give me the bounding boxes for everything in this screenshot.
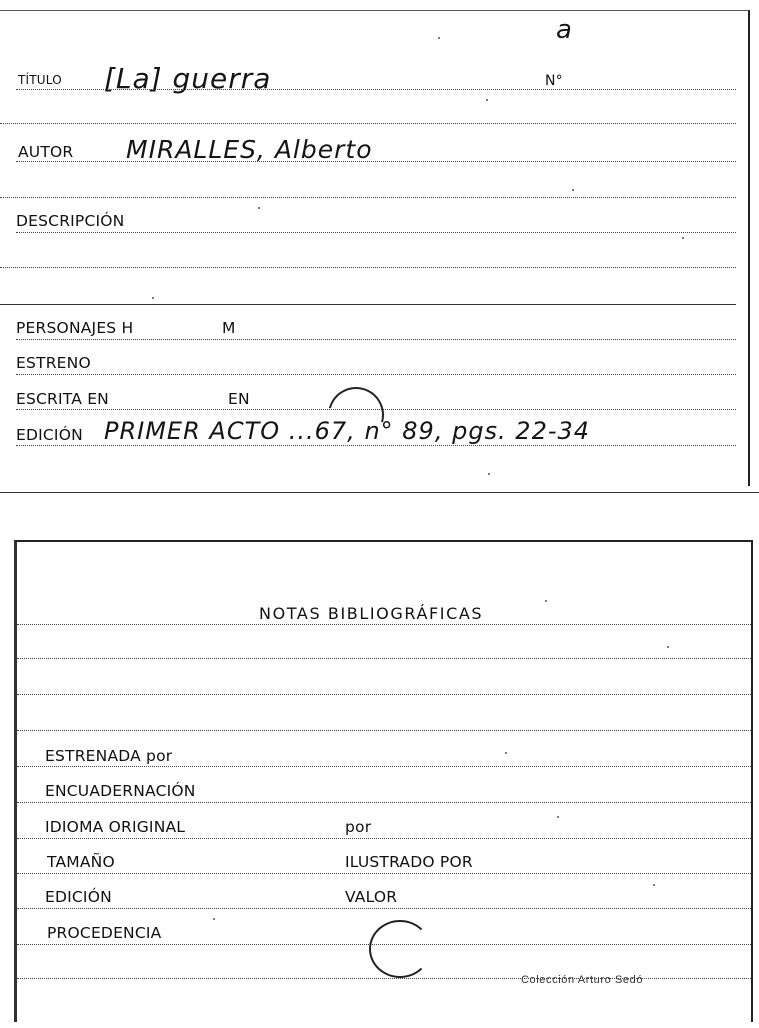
collection-credit: Colección Arturo Sedó: [521, 974, 644, 986]
back-catalog-card: [14, 540, 753, 1022]
estrenada-label: ESTRENADA por: [45, 747, 173, 765]
tamano-rule: [17, 873, 751, 874]
notas-rule: [17, 624, 751, 625]
blank-rule-4: [0, 304, 736, 305]
corner-mark: a: [556, 15, 573, 45]
notas-title: NOTAS BIBLIOGRÁFICAS: [259, 604, 484, 623]
escrita-en-label: EN: [228, 390, 250, 408]
blank-rule-7: [17, 730, 751, 731]
autor-label: AUTOR: [18, 143, 74, 161]
mujeres-label: M: [222, 319, 236, 337]
numero-label: N°: [545, 73, 563, 89]
titulo-rule: [16, 89, 736, 90]
edicion-back-label: EDICIÓN: [45, 888, 112, 906]
descripcion-label: DESCRIPCIÓN: [16, 212, 125, 230]
idioma-label: IDIOMA ORIGINAL: [45, 818, 186, 836]
ilustrado-label: ILUSTRADO POR: [345, 853, 473, 871]
idioma-rule: [17, 838, 751, 839]
estrenada-rule: [17, 766, 751, 767]
edicion-value: PRIMER ACTO ...67, n° 89, pgs. 22-34: [104, 417, 591, 445]
edicion-back-rule: [17, 908, 751, 909]
front-card-edge: [0, 492, 759, 493]
blank-rule-1: [0, 123, 736, 124]
autor-value: MIRALLES, Alberto: [126, 135, 373, 164]
autor-rule: [16, 161, 736, 162]
escrita-label: ESCRITA EN: [16, 390, 109, 408]
procedencia-label: PROCEDENCIA: [47, 924, 162, 942]
por-label: por: [345, 818, 372, 836]
front-catalog-card: [0, 10, 750, 486]
encuadernacion-rule: [17, 802, 751, 803]
edicion-label: EDICIÓN: [16, 426, 83, 444]
tamano-label: TAMAÑO: [47, 853, 115, 871]
blank-rule-3: [0, 267, 736, 268]
titulo-label: TÍTULO: [18, 73, 62, 87]
descripcion-rule: [16, 232, 736, 233]
blank-rule-5: [17, 658, 751, 659]
blank-rule-6: [17, 694, 751, 695]
valor-label: VALOR: [345, 888, 398, 906]
personajes-label: PERSONAJES H: [16, 319, 134, 337]
blank-rule-2: [0, 197, 736, 198]
encuadernacion-label: ENCUADERNACIÓN: [45, 782, 196, 800]
personajes-rule: [16, 339, 736, 340]
titulo-value: [La] guerra: [104, 62, 272, 95]
stamp-circle-back: [369, 920, 431, 978]
estreno-label: ESTRENO: [16, 354, 91, 372]
estreno-rule: [16, 374, 736, 375]
edicion-rule: [16, 445, 736, 446]
